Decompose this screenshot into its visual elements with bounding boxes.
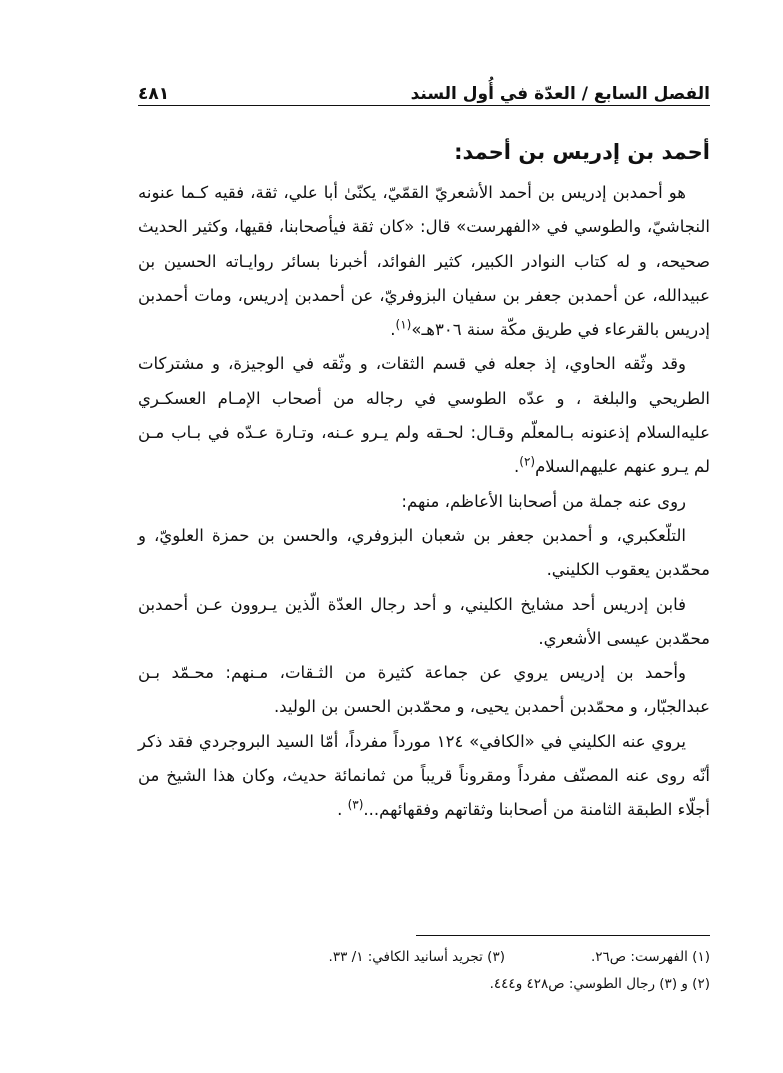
paragraph-6	[138, 656, 710, 725]
paragraph-2-text: وقد وثّقه الحاوي، إذ جعله في قسم الثقات، و وثّقه في الوجيزة، و مشتركات الطريحي والبلغة ، و عدّه الطوسي في رجاله من أصحاب الإمـام العسكـري عليه‌السلام إذعنونه بـالمعلّم وقـال: لحـقه ولم يـرو عـنه، وتـارة عـدّه في بـاب مـن لم يـرو عنهم عليهم‌السلام	[138, 354, 710, 477]
paragraph-6-text: وأحمد بن إدريس يروي عن جماعة كثيرة من الثـقات، مـنهم: محـمّد بـن عبدالجبّار، و محمّدبن أحمدبن يحيى، و محمّدبن الحسن بن الوليد.	[138, 663, 710, 717]
paragraph-3	[138, 485, 710, 519]
footnote-row	[138, 971, 710, 998]
footnote-rule	[416, 935, 710, 936]
paragraph-2-tail: .	[514, 457, 520, 477]
body-text	[138, 176, 710, 828]
header-rule	[138, 105, 710, 106]
footnote-1: (١) الفهرست: ص٢٦.	[590, 949, 710, 965]
paragraph-1-text: هو أحمدبن إدريس بن أحمد الأشعريّ القمّيّ، يكنّىٰ أبا علي، ثقة، فقيه كـما عنونه النجاشيّ، والطوسي في «الفهرست» قال: «كان ثقة فيأصحابنا، فقيها، وكثير الحديث صحيحه، و له كتاب النوادر الكبير، كثير الفوائد، أخبرنا بسائر روايـاته الحسين بن عبيدالله، عن أحمدبن جعفر بن سفيان البزوفريّ، عن أحمدبن إدريس، ومات أحمدبن إدريس بالقرعاء في طريق مكّة سنة ٣٠٦هـ»	[138, 183, 710, 340]
paragraph-1-tail: .	[390, 320, 396, 340]
paragraph-5-text: فابن إدريس أحد مشايخ الكليني، و أحد رجال العدّة الّذين يـروون عـن أحمدبن محمّدبن عيسى الأشعري.	[138, 594, 710, 648]
paragraph-2	[138, 347, 710, 484]
paragraph-7-text: يروي عنه الكليني في «الكافي» ١٢٤ مورداً مفرداً، أمّا السيد البروجردي فقد ذكر أنّه روى عنه المصنّف مفرداً ومقروناً قريباً من ثمانمائة حديث، وكان هذا الشيخ من أجلّاء الطبقة الثامنة من أصحابنا وثقاتهم وفقهائهم...	[138, 731, 710, 820]
page-number: ٤٨١	[138, 84, 170, 104]
running-header	[138, 70, 710, 104]
footnote-2-3: (٢) و (٣) رجال الطوسي: ص٤٢٨ و٤٤٤.	[489, 976, 710, 992]
footnote-ref-1[interactable]: (١)	[395, 317, 412, 332]
footnote-3: (٣) تجريد أسانيد الكافي: ١/ ٣٣.	[328, 949, 505, 965]
footnotes	[138, 944, 710, 998]
chapter-title: الفصل السابع / العدّة في أُول السند	[410, 84, 710, 104]
paragraph-4-text: التلّعكبري، و أحمدبن جعفر بن شعبان البزوفري، والحسن بن حمزة العلويّ، و محمّدبن يعقوب الكليني.	[138, 525, 710, 580]
paragraph-4	[138, 519, 710, 588]
footnote-ref-3[interactable]: (٣)	[347, 797, 364, 812]
paragraph-7-tail: .	[337, 800, 348, 820]
paragraph-5	[138, 588, 710, 657]
paragraph-1	[138, 176, 710, 347]
section-heading: أحمد بن إدريس بن أحمد:	[454, 140, 710, 164]
paragraph-7	[138, 725, 710, 828]
footnote-row	[138, 944, 710, 971]
paragraph-3-text: روى عنه جملة من أصحابنا الأعاظم، منهم:	[401, 491, 686, 511]
footnote-ref-2[interactable]: (٢)	[519, 454, 536, 469]
